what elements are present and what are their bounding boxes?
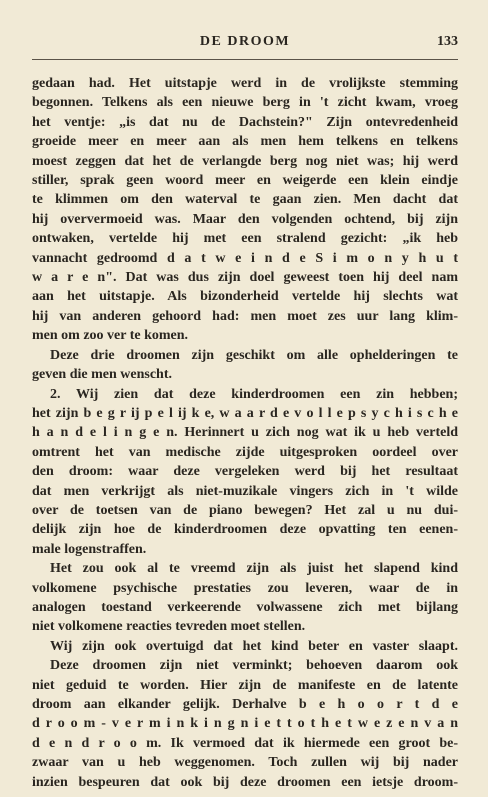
- text-line: men om zoo ver te komen.: [32, 328, 189, 344]
- text-line: hij oververmoeid was. Maar den volgenden ochtend, bij zijn: [32, 211, 458, 227]
- text-line: te klimmen om den waterval te gaan zien. Men dacht dat: [32, 192, 458, 208]
- text-line: delijk zijn hoe de kinderdroomen deze opvatting ten eenen-: [32, 522, 458, 538]
- text-line: analogen toestand verkeerende volwassene zich met bijlang: [32, 599, 458, 615]
- text-line: niet geduid te worden. Hier zijn de manifeste en de latente: [32, 677, 458, 693]
- text-line: den droom: waar deze vergeleken werd bij het resultaat: [32, 464, 458, 480]
- text-line: inzien bespeuren dat ook bij deze droomen een ietsje droom-: [32, 774, 458, 790]
- text-line: niet volkomene reacties tevreden moet stellen.: [32, 619, 306, 635]
- text-line: omtrent het van medische zijde uitgesproken oordeel over: [32, 444, 458, 460]
- text-line: ontwaken, vertelde hij met een stralend gezicht: „ik heb: [32, 231, 458, 247]
- text-line: stiller, sprak geen woord meer en weigerde een klein eindje: [32, 173, 458, 189]
- text-line: het ventje: „is dat nu de Dachstein?" Zijn ontevredenheid: [32, 114, 458, 130]
- running-title: DE DROOM: [199, 34, 291, 49]
- text-line: Deze drie droomen zijn geschikt om alle ophelderingen te: [50, 347, 458, 363]
- page-number: 133: [437, 34, 458, 49]
- body-text: [32, 74, 458, 792]
- text-line: droom aan elkander gelijk. Derhalve b e h o o r t d e: [32, 697, 458, 712]
- text-line: d e n d r o o m. Ik vermoed dat ik hiermede een groot be-: [32, 735, 458, 751]
- text-line: vannacht gedroomd d a t w e i n d e S i m o n y h u t: [32, 250, 458, 266]
- text-line: Wij zijn ook overtuigd dat het kind beter en vaster slaapt.: [50, 638, 458, 654]
- text-line: 2. Wij zien dat deze kinderdroomen een zin hebben;: [50, 386, 458, 402]
- text-line: dat men verkrijgt als niet-muzikale vingers zich in 't wilde: [32, 483, 458, 499]
- text-line: aan het uitstapje. Als bizonderheid vertelde hij slechts wat: [32, 289, 458, 305]
- text-line: het zijn b e g r ij p e l ij k e, w a a r d e v o l l e p s y c h i s c h e: [32, 405, 458, 421]
- page-header: [32, 34, 458, 54]
- text-line: hij van anderen gehoord had: men moet zes uur lang klim-: [32, 308, 458, 324]
- text-line: Het zou ook al te vreemd zijn als juist het slapend kind: [50, 561, 458, 577]
- text-line: groeide meer en meer aan als men hem telkens en telkens: [32, 134, 458, 150]
- text-line: d r o o m - v e r m i n k i n g n i e t t o t h e t w e z e n v a n: [32, 716, 458, 732]
- text-line: volkomene psychische prestaties zou leveren, waar de in: [32, 580, 458, 596]
- text-line: moest zeggen dat het de verlangde berg nog niet was; hij werd: [32, 153, 458, 169]
- text-line: zwaar van u heb weggenomen. Toch zullen wij bij nader: [32, 755, 458, 771]
- header-rule: [32, 59, 458, 60]
- text-line: gedaan had. Het uitstapje werd in de vrolijkste stemming: [32, 76, 458, 91]
- text-line: h a n d e l i n g e n. Herinnert u zich nog wat ik u heb verteld: [32, 425, 458, 441]
- text-line: geven die men wenscht.: [32, 367, 172, 383]
- text-line: over de toetsen van de piano bewegen? Het zal u nu dui-: [32, 502, 458, 518]
- text-line: w a r e n". Dat was dus zijn doel geweest toen hij deel nam: [32, 270, 458, 286]
- text-line: male logenstraffen.: [32, 541, 147, 557]
- text-line: begonnen. Telkens als een nieuwe berg in 't zicht kwam, vroeg: [32, 95, 458, 111]
- text-line: Deze droomen zijn niet verminkt; behoeven daarom ook: [50, 658, 458, 674]
